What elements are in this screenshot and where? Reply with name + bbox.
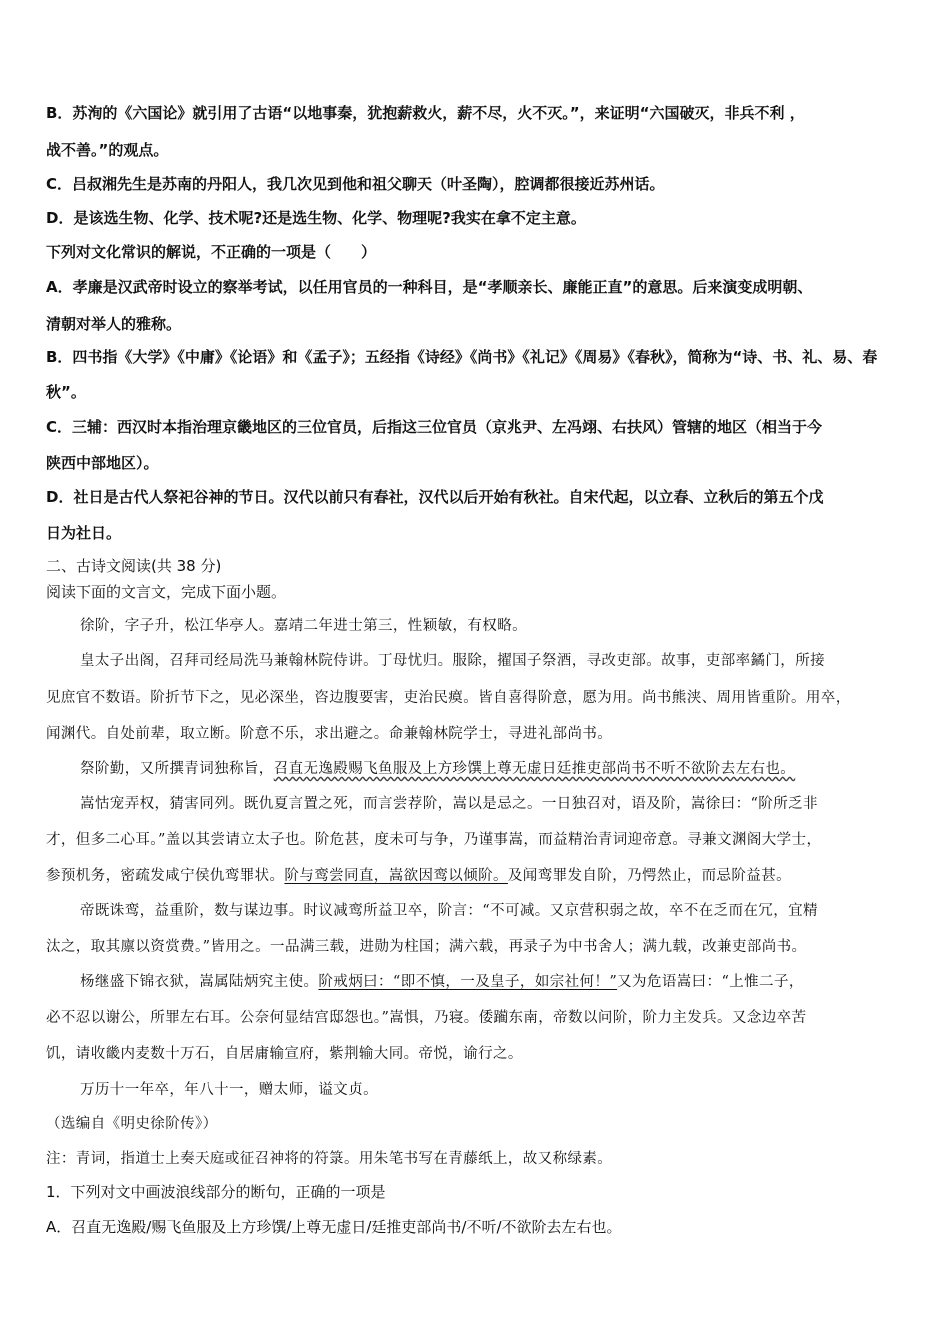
line-text: 才，但多二心耳。”盖以其尝请立太子也。阶危甚，度未可与争，乃谨事嵩，而益精治青词迎帝意。寻兼文渊阁大学士， [46,832,822,848]
text-line [46,582,906,602]
underlined-text: 阶戒炳曰：“即不慎，一及皇子，如宗社何！” [318,974,618,990]
text-line [46,1114,906,1134]
line-text: 二、古诗文阅读(共 38 分) [46,557,222,575]
line-text: （选编自《明史徐阶传》） [46,1116,218,1132]
line-text: 皇太子出阁，召拜司经局洗马兼翰林院侍讲。丁母忧归。服除，擢国子祭酒，寻改吏部。故事，吏部率鐍门，所接 [80,653,825,669]
line-text: 战不善。”的观点。 [46,141,169,159]
line-text: D．是该选生物、化学、技术呢?还是选生物、化学、物理呢?我实在拿不定主意。 [46,209,586,227]
line-text: C．吕叔湘先生是苏南的丹阳人，我几次见到他和祖父聊天（叶圣陶），腔调都很接近苏州话。 [46,175,665,193]
text-line [46,1044,906,1064]
text-line [80,1080,910,1100]
text-line [46,347,906,367]
text-line [46,487,906,507]
text-line [46,688,906,708]
line-text: 祭阶勤，又所撰青词独称旨， [80,761,274,777]
line-text: 陕西中部地区）。 [46,454,159,472]
text-line [46,1217,906,1237]
text-line [80,901,910,921]
text-line [46,523,906,543]
line-text: 必不忍以谢公，所罪左右耳。公奈何显结宫邸怨也。”嵩惧，乃寝。倭躏东南，帝数以问阶，阶力主发兵。又念边卒苦 [46,1010,807,1026]
line-text-after: 及闻鸾罪发自阶，乃愕然止，而忌阶益甚。 [507,868,792,884]
line-text: C．三辅：西汉时本指治理京畿地区的三位官员，后指这三位官员（京兆尹、左冯翊、右扶风）管辖的地区（相当于今 [46,418,823,436]
text-line [46,724,906,744]
line-text: 帝既诛鸾，益重阶，数与谋边事。时议减鸾所益卫卒，阶言：“不可减。又京营积弱之故，卒不在乏而在冗，宜精 [80,903,818,919]
line-text: A．召直无逸殿/赐飞鱼服及上方珍馔/上尊无虚日/廷推吏部尚书/不听/不欲阶去左右也。 [46,1218,622,1236]
text-line [46,314,906,334]
text-line [80,651,910,671]
text-line [80,616,910,636]
text-line [46,937,906,957]
text-line [80,794,910,814]
line-text: 日为社日。 [46,524,122,542]
text-line [46,242,906,262]
text-line [46,140,906,160]
text-line [46,1149,906,1169]
text-line [46,453,906,473]
line-text: B．四书指《大学》《中庸》《论语》和《孟子》；五经指《诗经》《尚书》《礼记》《周易》《春秋》，简称为“诗、书、礼、易、春 [46,348,878,366]
text-line [46,382,906,402]
text-line [46,277,906,297]
text-line [46,830,906,850]
text-line [46,556,906,576]
line-text: 1．下列对文中画波浪线部分的断句，正确的一项是 [46,1183,386,1201]
line-text: 见庶官不数语。阶折节下之，见必深坐，咨边腹要害，吏治民瘼。皆自喜得阶意，愿为用。尚书熊浃、周用皆重阶。用卒， [46,690,851,706]
text-line [46,103,906,123]
text-line [80,759,910,779]
line-text: 饥，请收畿内麦数十万石，自居庸输宣府，紫荆输大同。帝悦，谕行之。 [46,1046,523,1062]
line-text: A．孝廉是汉武帝时设立的察举考试，以任用官员的一种科目，是“孝顺亲长、廉能正直”的意思。后来演变成明朝、 [46,278,813,296]
line-text: 汰之，取其廪以资赏费。”皆用之。一品满三载，进勋为柱国；满六载，再录子为中书舍人；满九载，改兼吏部尚书。 [46,939,807,955]
line-text: 清朝对举人的雅称。 [46,315,182,333]
line-text: 杨继盛下锦衣狱，嵩属陆炳究主使。 [80,974,319,990]
line-text: B．苏洵的《六国论》就引用了古语“以地事秦，犹抱薪救火，薪不尽，火不灭。”，来证明“六国破灭，非兵不利 ， [46,104,805,122]
text-line [46,1182,906,1202]
line-text: 徐阶，字子升，松江华亭人。嘉靖二年进士第三，性颖敏，有权略。 [80,618,527,634]
text-line [46,208,906,228]
text-line [46,417,906,437]
line-text: 注：青词，指道士上奏天庭或征召神将的符箓。用朱笔书写在青藤纸上，故又称绿素。 [46,1151,613,1167]
text-line [80,972,910,992]
text-line [46,1008,906,1028]
line-text: 阅读下面的文言文，完成下面小题。 [46,583,287,601]
underlined-text: 阶与鸾尝同直，嵩欲因鸾以倾阶。 [284,868,508,884]
line-text: 闻渊代。自处前辈，取立断。阶意不乐，求出避之。命兼翰林院学士，寻进礼部尚书。 [46,726,613,742]
text-line [46,866,906,886]
line-text-after: 又为危语嵩曰：“上惟二子， [617,974,804,990]
line-text: D．社日是古代人祭祀谷神的节日。汉代以前只有春社，汉代以后开始有秋社。自宋代起，以立春、立秋后的第五个戊 [46,488,824,506]
line-text: 下列对文化常识的解说，不正确的一项是（ ） [46,243,377,261]
line-text: 秋”。 [46,383,86,401]
line-text: 嵩怙宠弄权，猜害同列。既仇夏言置之死，而言尝荐阶，嵩以是忌之。一日独召对，语及阶，嵩徐曰：“阶所乏非 [80,796,818,812]
wavy-underlined-text: 召直无逸殿赐飞鱼服及上方珍馔上尊无虚日廷推吏部尚书不听不欲阶去左右也。 [273,761,796,777]
line-text: 参预机务，密疏发咸宁侯仇鸾罪状。 [46,868,285,884]
text-line [46,174,906,194]
line-text: 万历十一年卒，年八十一，赠太师，谥文贞。 [80,1082,378,1098]
